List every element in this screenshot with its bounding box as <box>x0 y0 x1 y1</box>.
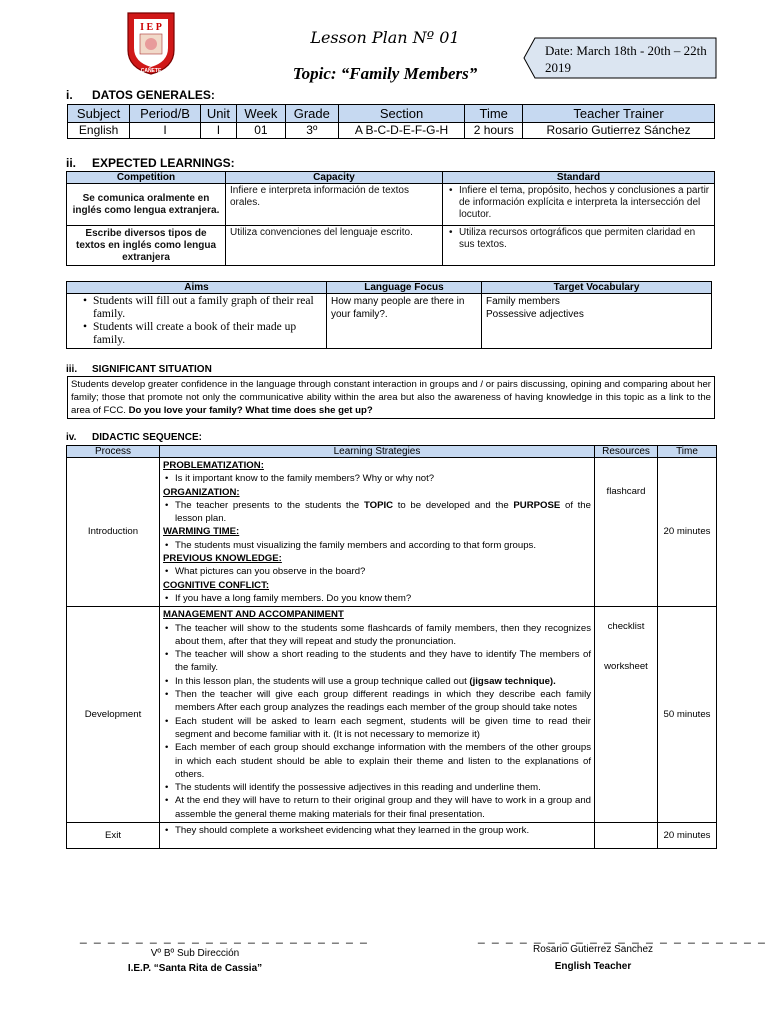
general-data-table <box>67 104 715 139</box>
header-language-focus: Language Focus <box>327 282 482 294</box>
header-competition: Competition <box>67 172 226 184</box>
resource-checklist: checklist <box>607 621 645 633</box>
cell-time: 50 minutes <box>658 607 717 823</box>
situation-question: Do you love your family? What time does she get up? <box>128 405 373 416</box>
list-item: • Utiliza recursos ortográficos que permiten claridad en sus textos. <box>459 227 710 251</box>
strategy-heading: ORGANIZATION: <box>163 486 240 498</box>
cell-resources <box>595 607 658 823</box>
header-time: Time <box>465 105 523 123</box>
cell-resources <box>595 458 658 607</box>
header-teacher: Teacher Trainer <box>523 105 715 123</box>
header-standard: Standard <box>443 172 715 184</box>
list-item: • If you have a long family members. Do you know them? <box>175 592 591 605</box>
list-item: • Infiere el tema, propósito, hechos y conclusiones a partir de información explícita e interpreta la intersección del locutor. <box>459 185 710 221</box>
list-item: • They should complete a worksheet evidencing what they learned in the group work. <box>175 824 591 837</box>
date-text: Date: March 18th - 20th – 22th 2019 <box>545 43 707 75</box>
text-span: of the lesson plan. <box>175 499 591 525</box>
topic-title: Topic: “Family Members” <box>292 64 478 83</box>
cell-time: 20 minutes <box>658 823 717 849</box>
situation-box <box>67 376 715 419</box>
list-item <box>175 499 591 526</box>
signature-line-left: _ _ _ _ _ _ _ _ _ _ _ _ _ _ _ _ _ _ _ _ _ <box>80 930 369 944</box>
cell-section: A B-C-D-E-F-G-H <box>338 123 464 139</box>
list-item: • Each student will be asked to learn each segment, students will be given time to read their segment and become familiar with it. (It is not necessary to memorize it) <box>175 715 591 742</box>
cell-time: 2 hours <box>465 123 523 139</box>
header-time: Time <box>658 446 717 458</box>
vocab-item: Family members <box>486 296 560 307</box>
list-item: • Is it important know to the family members? Why or why not? <box>175 472 591 485</box>
table-header-row <box>68 105 715 123</box>
cell-process-exit: Exit <box>67 823 160 849</box>
resource-flashcard: flashcard <box>606 486 646 497</box>
table-row <box>67 294 712 349</box>
table-row <box>67 226 715 266</box>
cell-capacity: Infiere e interpreta información de textos orales. <box>226 184 443 226</box>
cell-resources <box>595 823 658 849</box>
text-span: to be developed and the <box>393 499 514 511</box>
section-title: SIGNIFICANT SITUATION <box>92 364 212 375</box>
strategy-heading: WARMING TIME: <box>163 526 240 538</box>
signature-line-right: _ _ _ _ _ _ _ _ _ _ _ _ _ _ _ _ _ _ _ _ _ <box>478 930 767 944</box>
list-item: • The students must visualizing the family members and according to that form groups. <box>175 539 591 552</box>
table-header-row <box>67 282 712 294</box>
list-item: • What pictures can you observe in the board? <box>175 565 591 578</box>
section-title: DIDACTIC SEQUENCE: <box>92 432 203 443</box>
table-row <box>67 607 717 823</box>
cell-standard <box>443 184 715 226</box>
header-week: Week <box>236 105 285 123</box>
signature-left-role: Vº Bº Sub Dirección <box>150 948 240 959</box>
text-bold: TOPIC <box>363 499 394 511</box>
table-header-row <box>67 446 717 458</box>
signature-right-name: Rosario Gutierrez Sanchez <box>532 944 654 955</box>
cell-teacher: Rosario Gutierrez Sánchez <box>523 123 715 139</box>
cell-grade: 3º <box>285 123 338 139</box>
list-item: • Students will fill out a family graph of their real family. <box>93 295 322 321</box>
table-row <box>68 123 715 139</box>
header-unit: Unit <box>200 105 236 123</box>
section-number: i. <box>66 88 73 102</box>
text-bold: (jigsaw technique). <box>469 675 556 687</box>
situation-text: Students develop greater confidence in the language through constant interaction in groups and / or pairs discussing, opining and comparing about her family; those that promote not only the communicative ability within the area but also the awareness of having knowledge in this topic as a link to the area of FCC. <box>71 379 711 416</box>
cell-strategies <box>160 823 595 849</box>
strategy-heading: MANAGEMENT AND ACCOMPANIMENT <box>163 609 344 621</box>
text-span: In this lesson plan, the students will use a group technique called out <box>175 675 467 687</box>
strategy-heading: PROBLEMATIZATION: <box>163 460 264 471</box>
cell-aims <box>67 294 327 349</box>
svg-text:I E P: I E P <box>140 22 162 33</box>
svg-text:CAÑETE: CAÑETE <box>140 68 162 74</box>
table-header-row <box>67 172 715 184</box>
header-period: Period/B <box>130 105 201 123</box>
list-item <box>175 675 591 688</box>
header-process: Process <box>67 446 160 458</box>
table-row <box>67 823 717 849</box>
list-item: • Then the teacher will give each group different readings in which they describe each family members After each group analyzes the readings each member of the group should take notes <box>175 688 591 715</box>
cell-process-development: Development <box>67 607 160 823</box>
cell-language-focus: How many people are there in your family?. <box>327 294 482 349</box>
cell-target-vocabulary <box>482 294 712 349</box>
header-aims: Aims <box>67 282 327 294</box>
list-item: • Students will create a book of their made up family. <box>93 321 322 347</box>
header-section: Section <box>338 105 464 123</box>
section-number: ii. <box>66 156 77 170</box>
header-grade: Grade <box>285 105 338 123</box>
list-item: • The students will identify the possessive adjectives in this reading and underline them. <box>175 781 591 794</box>
text-bold: PURPOSE <box>513 499 561 511</box>
cell-competition: Escribe diversos tipos de textos en inglés como lengua extranjera <box>67 226 226 266</box>
cell-strategies <box>160 607 595 823</box>
header-capacity: Capacity <box>226 172 443 184</box>
lesson-plan-title: Lesson Plan Nº 01 <box>310 28 460 47</box>
cell-standard <box>443 226 715 266</box>
table-row <box>67 184 715 226</box>
cell-competition: Se comunica oralmente en inglés como lengua extranjera. <box>67 184 226 226</box>
section-situation-heading <box>66 364 212 375</box>
header-resources: Resources <box>595 446 658 458</box>
section-learnings-heading <box>66 156 235 170</box>
vocab-item: Possessive adjectives <box>486 309 584 320</box>
section-didactic-heading <box>66 432 202 443</box>
cell-unit: I <box>200 123 236 139</box>
section-general-heading <box>66 88 215 102</box>
header-target-vocabulary: Target Vocabulary <box>482 282 712 294</box>
expected-learnings-table <box>66 171 715 266</box>
signature-right-role: English Teacher <box>554 961 632 972</box>
cell-subject: English <box>68 123 130 139</box>
cell-strategies <box>160 458 595 607</box>
aims-table <box>66 281 712 349</box>
cell-period: I <box>130 123 201 139</box>
header-strategies: Learning Strategies <box>160 446 595 458</box>
list-item: • At the end they will have to return to their original group and they will have to work in a group and assemble the general theme making materials for their final presentation. <box>175 794 591 821</box>
signature-left-school: I.E.P. “Santa Rita de Cassia” <box>127 963 263 974</box>
cell-week: 01 <box>236 123 285 139</box>
didactic-sequence-table <box>66 445 717 849</box>
section-number: iv. <box>66 432 77 443</box>
cell-process-introduction: Introduction <box>67 458 160 607</box>
table-row <box>67 458 717 607</box>
list-item: • Each member of each group should exchange information with the members of the other groups in which each student should be able to explain their theme and listen to the explanations of others. <box>175 741 591 781</box>
school-crest-logo <box>125 10 177 76</box>
list-item: • The teacher will show a short reading to the students and they have to identify The members of the family. <box>175 648 591 675</box>
resource-worksheet: worksheet <box>604 660 648 672</box>
cell-capacity: Utiliza convenciones del lenguaje escrito. <box>226 226 443 266</box>
strategy-heading: PREVIOUS KNOWLEDGE: <box>163 553 282 565</box>
section-number: iii. <box>66 364 78 375</box>
header-subject: Subject <box>68 105 130 123</box>
section-title: EXPECTED LEARNINGS: <box>92 156 235 170</box>
text-span: The teacher presents to the students the <box>175 499 364 511</box>
list-item: • The teacher will show to the students some flashcards of family members, then they recognizes about them, after that they will repeat and study the pronunciation. <box>175 622 591 649</box>
strategy-heading: COGNITIVE CONFLICT: <box>163 579 270 591</box>
cell-time: 20 minutes <box>658 458 717 607</box>
section-title: DATOS GENERALES: <box>92 88 215 102</box>
